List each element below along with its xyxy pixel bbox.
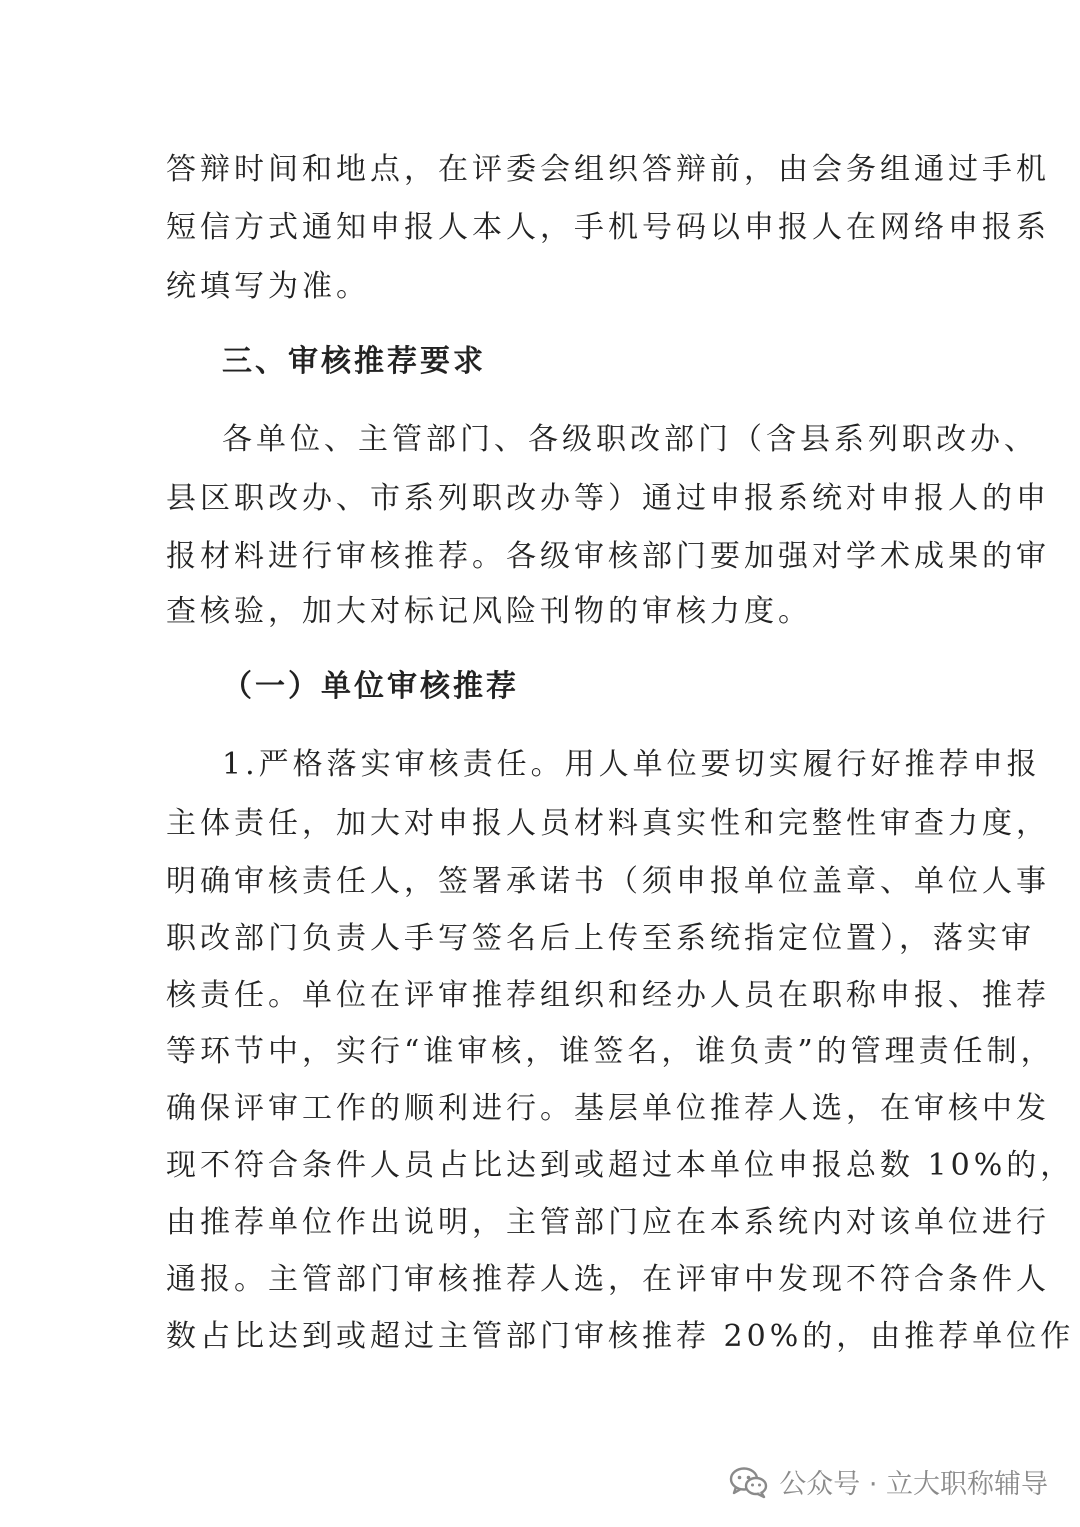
paragraph-2-line: 报材料进行审核推荐。各级审核部门要加强对学术成果的审	[166, 539, 1050, 574]
section-heading: 三、审核推荐要求	[222, 344, 486, 379]
paragraph-3-line: 数占比达到或超过主管部门审核推荐 20%的，由推荐单位作	[166, 1319, 1075, 1354]
paragraph-1-line: 短信方式通知申报人本人，手机号码以申报人在网络申报系	[166, 210, 1050, 245]
paragraph-3-line: 明确审核责任人，签署承诺书（须申报单位盖章、单位人事	[166, 864, 1050, 899]
watermark	[729, 1462, 1048, 1501]
paragraph-2-line: 查核验，加大对标记风险刊物的审核力度。	[166, 594, 812, 629]
paragraph-3-line: 通报。主管部门审核推荐人选，在评审中发现不符合条件人	[166, 1262, 1050, 1297]
subsection-heading: （一）单位审核推荐	[222, 669, 519, 704]
paragraph-3-line: 由推荐单位作出说明，主管部门应在本系统内对该单位进行	[166, 1205, 1050, 1240]
watermark-text: 公众号 · 立大职称辅导	[779, 1469, 1048, 1500]
paragraph-2-line: 各单位、主管部门、各级职改部门（含县系列职改办、	[222, 422, 1038, 457]
paragraph-2-line: 县区职改办、市系列职改办等）通过申报系统对申报人的申	[166, 481, 1050, 516]
wechat-icon	[729, 1465, 769, 1499]
paragraph-1-line: 统填写为准。	[166, 269, 370, 304]
paragraph-3-line: 1.严格落实审核责任。用人单位要切实履行好推荐申报	[222, 747, 1041, 782]
paragraph-3-line: 主体责任，加大对申报人员材料真实性和完整性审查力度，	[166, 806, 1050, 841]
paragraph-3-line: 核责任。单位在评审推荐组织和经办人员在职称申报、推荐	[166, 978, 1050, 1013]
paragraph-3-line: 确保评审工作的顺利进行。基层单位推荐人选，在审核中发	[166, 1091, 1050, 1126]
paragraph-3-line: 等环节中，实行“谁审核，谁签名，谁负责”的管理责任制，	[166, 1034, 1055, 1069]
paragraph-1-line: 答辩时间和地点，在评委会组织答辩前，由会务组通过手机	[166, 152, 1050, 187]
paragraph-3-line: 现不符合条件人员占比达到或超过本单位申报总数 10%的，	[166, 1148, 1075, 1183]
paragraph-3-line: 职改部门负责人手写签名后上传至系统指定位置），落实审	[166, 921, 1035, 956]
